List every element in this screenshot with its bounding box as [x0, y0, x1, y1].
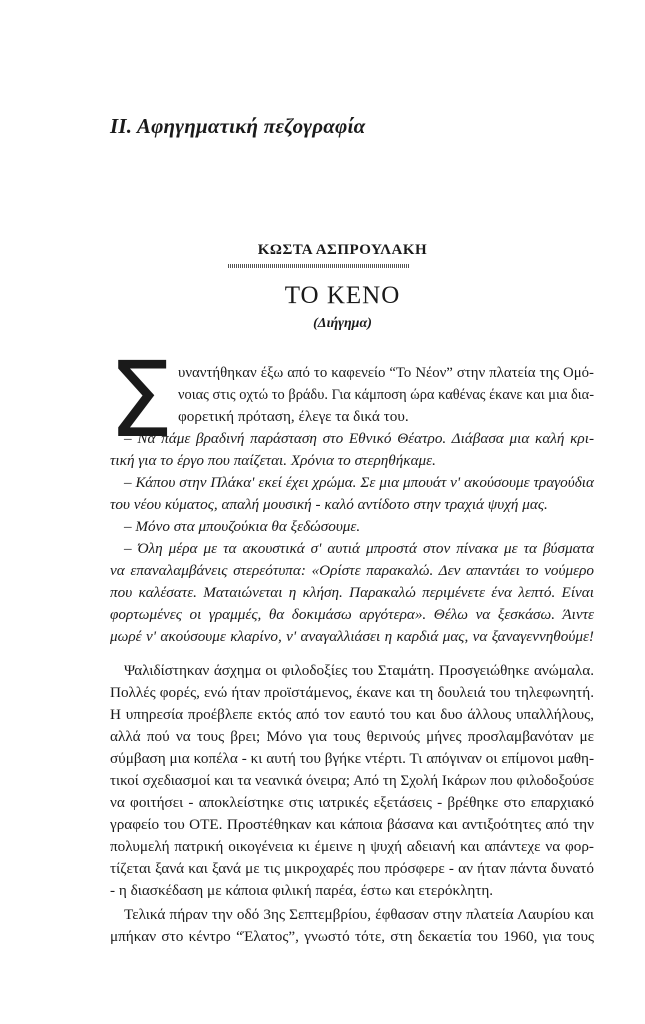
text-line: που καλέσατε. Ματαιώνεται η κλήση. Παρακαλώ περιμένετε ένα λεπτό. Είναι [110, 584, 594, 601]
text-line: Η υπηρεσία προέβλεπε εκτός από τον εαυτό του και δυο άλλους υπαλλήλους, [110, 706, 594, 723]
section-heading: ΙΙ. Αφηγηματική πεζογραφία [110, 114, 366, 138]
text-line: τίζεται ξανά και ξανά με τις μικροχαρές που πρόσφερε - αν ήταν πάντα δυνατό [110, 860, 594, 877]
text-line: μπήκαν στο κέντρο “Έλατος”, γνωστό τότε, στη δεκαετία του 1960, για τους [110, 928, 594, 945]
text-line: φορτωμένες οι γραμμές, θα δοκιμάσω αργότερα». Θέλω να ξεσκάσω. Άιντε [110, 606, 594, 623]
text-line: τικοί σχεδιασμοί και τα νεανικά όνειρα; Από τη Σχολή Ικάρων που φιλοδοξούσε [110, 773, 594, 789]
text-line: να επαναλαμβάνεις στερεότυπα: «Ορίστε παρακαλώ. Δεν απαντάει το νούμερο [110, 562, 594, 579]
text-line: – Μόνο στα μπουζούκια θα ξεδώσουμε. [124, 518, 361, 535]
story-title: ΤΟ ΚΕΝΟ [284, 282, 401, 309]
author-name: ΚΩΣΤΑ ΑΣΠΡΟΥΛΑΚΗ [257, 242, 428, 258]
text-line: αλλά πού να τους βρει; Μόνο για τους θερινούς μήνες προσλαμβανόταν με [110, 728, 594, 745]
text-line: σύμβαση μια κοπέλα - κι αυτή του βγήκε ντέρτι. Τι απόγιναν οι επίμονοι μαθη- [110, 750, 594, 767]
text-line: - η διασκέδαση με κάποια φιλική παρέα, έστω και ετερόκλητη. [110, 882, 494, 899]
text-line: – Κάπου στην Πλάκα' εκεί έχει χρώμα. Σε μια μπουάτ ν' ακούσουμε τραγούδια [124, 474, 594, 491]
text-line: Τελικά πήραν την οδό 3ης Σεπτεμβρίου, έφθασαν στην πλατεία Λαυρίου και [124, 906, 594, 923]
text-line: μωρέ ν' ακούσουμε κλαρίνο, ν' αναγαλλιάσει η καρδιά μας, να ξαναγεννηθούμε! [110, 628, 594, 645]
text-line: Πολλές φορές, ενώ ήταν προϊστάμενος, έκανε και τη δουλειά του τηλεφωνητή. [110, 684, 594, 701]
text-line: Ψαλιδίστηκαν άσχημα οι φιλοδοξίες του Σταμάτη. Προσγειώθηκε ανώμαλα. [124, 662, 594, 679]
text-line: τική για το έργο που παίζεται. Χρόνια το στερηθήκαμε. [110, 452, 436, 469]
text-line: του νέου κύματος, απαλή μουσική - καλό αντίδοτο στην τραχιά ψυχή μας. [110, 496, 548, 513]
text-line: – Όλη μέρα με τα ακουστικά σ' αυτιά μπροστά στον πίνακα με τα βύσματα [124, 540, 594, 557]
drop-cap: Σ [108, 339, 174, 461]
author-underline-rule [228, 264, 410, 268]
text-line: να φοιτήσει - αποκλείστηκε στις ιατρικές εξετάσεις - βρέθηκε στο επαρχιακό [110, 794, 594, 811]
text-line: – Να πάμε βραδινή παράσταση στο Εθνικό Θέατρο. Διάβασα μια καλή κρι- [124, 430, 594, 447]
story-genre: (Διήγημα) [313, 316, 372, 331]
text-line: νοιας στις οχτώ το βράδυ. Για κάμποση ώρα καθένας έκανε και μια δια- [178, 387, 594, 403]
text-line: πολυμελή πατρική οικογένεια κι έμεινε η ψυχή αδειανή και απάντεχε να φορ- [110, 838, 594, 855]
text-line: φορετική πρόταση, έλεγε τα δικά του. [178, 408, 409, 425]
text-line: γραφείο του ΟΤΕ. Προστέθηκαν και κάποια βάσανα και αντιξοότητες από την [110, 816, 594, 833]
author-block [0, 241, 645, 264]
text-line: υναντήθηκαν έξω από το καφενείο “Το Νέον” στην πλατεία της Ομό- [178, 365, 594, 381]
